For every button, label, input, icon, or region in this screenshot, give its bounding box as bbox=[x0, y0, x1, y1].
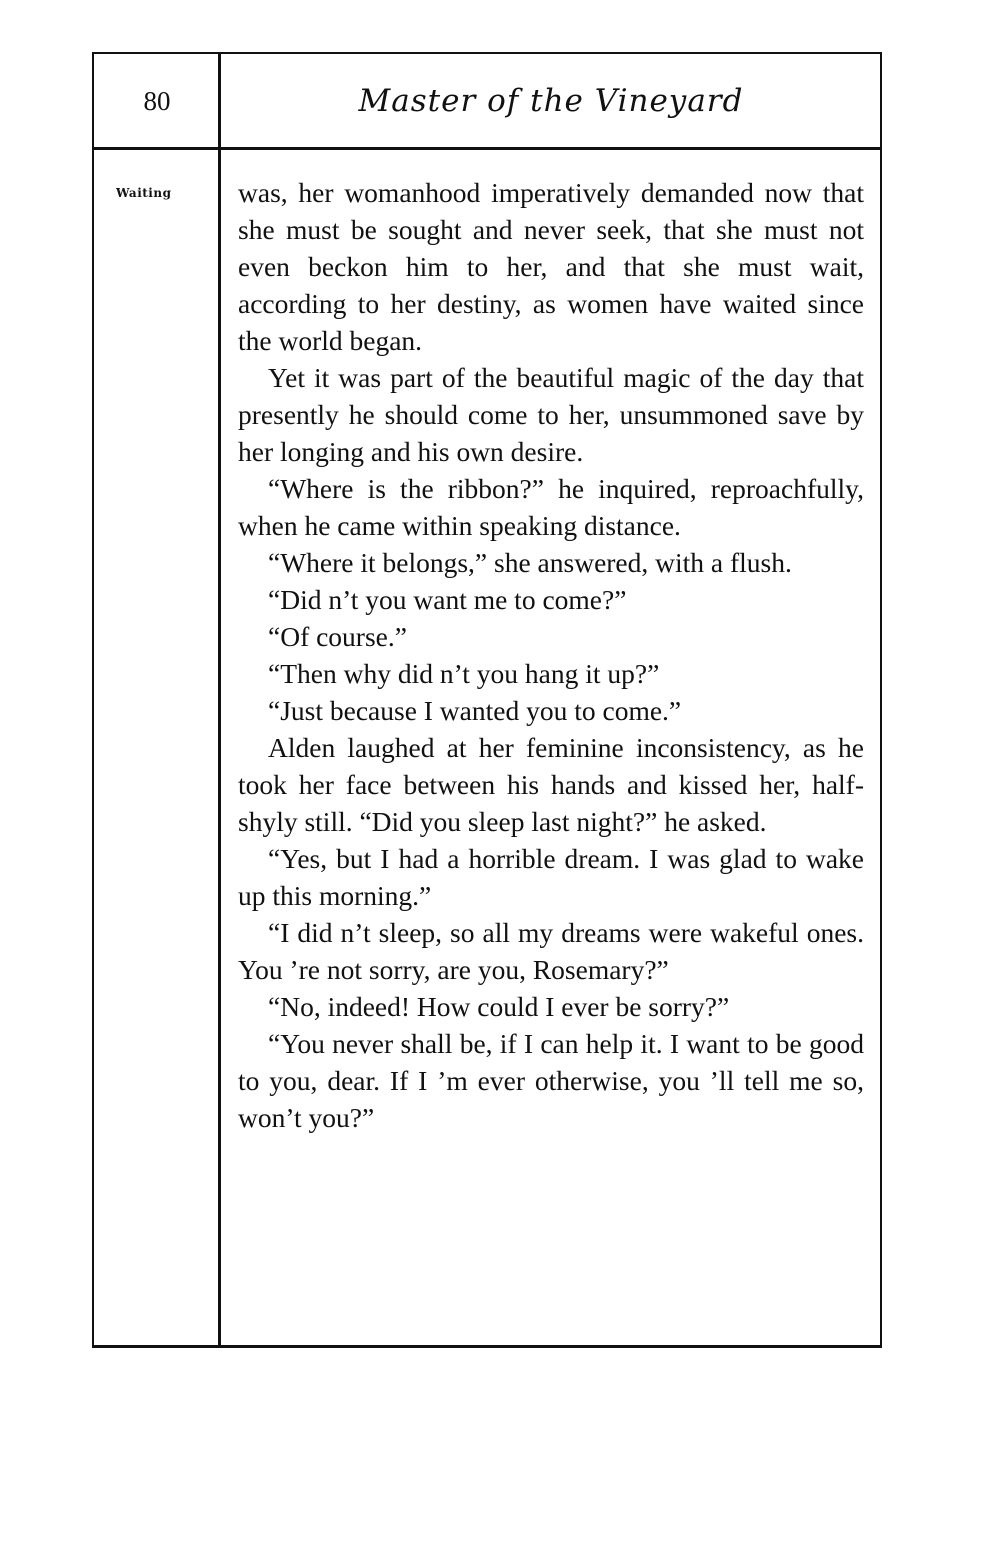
paragraph: was, her womanhood imperatively demanded now that she must be sought and never seek, that she must not even beckon him to her, and that she must wait, according to her destiny, as women have waited since the world began. bbox=[238, 177, 864, 356]
page-header bbox=[94, 54, 880, 150]
paragraph: Yet it was part of the beautiful magic of the day that presently he should come to her, unsummoned save by her longing and his own desire. bbox=[238, 362, 864, 467]
paragraph: “Just because I wanted you to come.” bbox=[268, 695, 682, 726]
paragraph: “Did n’t you want me to come?” bbox=[268, 584, 627, 615]
paragraph: “No, indeed! How could I ever be sorry?” bbox=[268, 991, 730, 1022]
page-frame bbox=[92, 52, 882, 1348]
paragraph: “Of course.” bbox=[268, 621, 407, 652]
column-divider bbox=[218, 54, 221, 1345]
page-number: 80 bbox=[143, 86, 171, 116]
paragraph: “You never shall be, if I can help it. I want to be good to you, dear. If I ’m ever otherwise, you ’ll tell me so, won’t you?” bbox=[238, 1028, 864, 1133]
body-text bbox=[238, 174, 864, 1136]
paragraph: “Then why did n’t you hang it up?” bbox=[268, 658, 660, 689]
paragraph: “I did n’t sleep, so all my dreams were wakeful ones. You ’re not sorry, are you, Rosemary?” bbox=[238, 917, 864, 985]
paragraph: Alden laughed at her feminine inconsistency, as he took her face between his hands and kissed her, half-shyly still. “Did you sleep last night?” he asked. bbox=[238, 732, 864, 837]
paragraph: “Yes, but I had a horrible dream. I was glad to wake up this morning.” bbox=[238, 843, 864, 911]
paragraph: “Where it belongs,” she answered, with a flush. bbox=[268, 547, 792, 578]
margin-note: Waiting bbox=[116, 186, 172, 200]
paragraph: “Where is the ribbon?” he inquired, reproachfully, when he came within speaking distance. bbox=[238, 473, 864, 541]
running-title: Master of the Vineyard bbox=[358, 82, 744, 119]
